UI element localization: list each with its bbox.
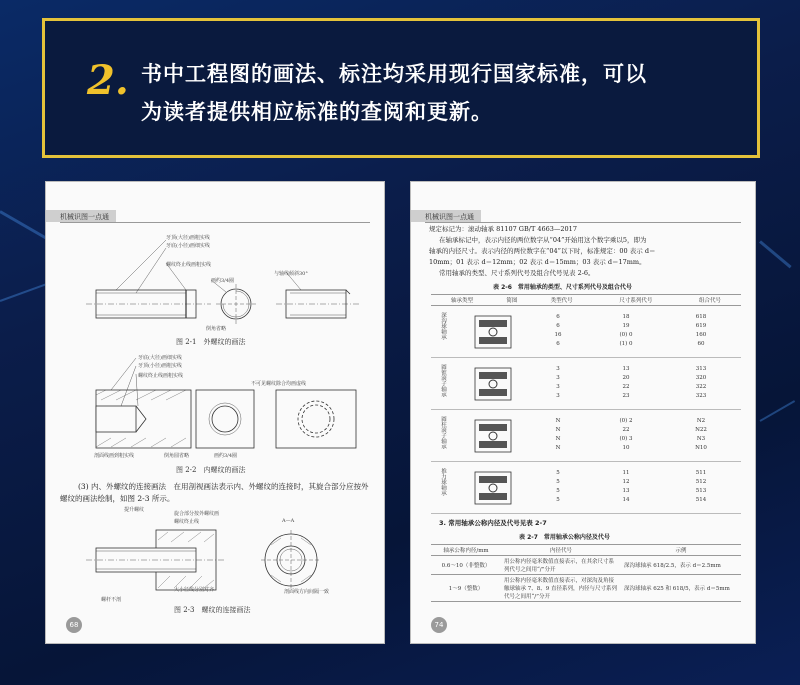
bearing-paragraph	[429, 224, 745, 279]
table-cell: N	[555, 418, 561, 424]
table-cell: 618	[695, 314, 707, 320]
table-cell: 12	[622, 479, 630, 485]
table-cell: 320	[695, 375, 707, 381]
running-head-rule	[425, 222, 741, 223]
table-cell: 6	[556, 323, 560, 329]
running-head: 机械识图一点通	[425, 213, 474, 221]
table-cell: 5	[556, 488, 560, 494]
bearing-type-cell: 推力球轴承	[440, 468, 446, 496]
book-page-left	[45, 181, 385, 644]
table-header: 尺寸系列代号	[593, 295, 679, 306]
fig1-label: 画约3/4圈	[211, 278, 235, 284]
connection-paragraph: (3) 内、外螺纹的连接画法 在用剖视画法表示内、外螺纹的连接时，其旋合部分应按外螺纹的画法绘制，如图 2-3 所示。	[60, 482, 369, 503]
table-cell: 5	[556, 470, 560, 476]
table-cell: (0) 0	[619, 332, 633, 338]
para-line: 常用轴承的类型、尺寸系列代号及组合代号见表 2-6。	[439, 269, 595, 277]
table-header-row	[431, 295, 741, 306]
figure-caption: 图 2-3 螺纹的连接画法	[174, 606, 251, 614]
bg-streak	[759, 240, 792, 268]
bg-streak	[760, 400, 796, 422]
table-cell: 0.6～10（非整数）	[431, 556, 501, 575]
headline-line-1: 书中工程图的画法、标注均采用现行国家标准，可以	[141, 62, 647, 86]
bearing-type-cell: 圆锥滚子轴承	[440, 364, 446, 397]
bearing-row-group	[431, 358, 741, 410]
table-cell: 14	[622, 497, 630, 503]
bearing-type-cell: 圆柱滚子轴承	[440, 416, 446, 449]
fig3-label: 大小径线分别对齐	[174, 587, 215, 593]
table-cell: N	[555, 427, 561, 433]
bg-streak	[0, 283, 47, 302]
table-header: 轴承类型	[431, 295, 493, 306]
table-cell: (1) 0	[619, 341, 633, 347]
fig3-label: 旋合部分按外螺纹画	[174, 511, 220, 517]
table-header: 内径代号	[501, 545, 621, 556]
inner-diameter-table	[431, 544, 741, 602]
fig2-label: 剖面线画到粗实线	[94, 453, 135, 459]
table-cell: 3	[556, 393, 560, 399]
table-header: 类型代号	[531, 295, 593, 306]
running-head-rule	[60, 222, 370, 223]
page-number: 74	[431, 617, 447, 633]
table-cell: N3	[696, 436, 706, 442]
figure-caption: 图 2-2 内螺纹的画法	[176, 466, 246, 474]
page-number: 68	[66, 617, 82, 633]
table-cell: 5	[556, 497, 560, 503]
external-thread-drawing	[76, 230, 366, 340]
para-line: 在轴承标记中，表示内径的两位数字从“04”开始用这个数字乘以5，即为	[439, 236, 647, 244]
fig1-label: 牙底(小径)画细实线	[166, 243, 210, 249]
bearing-type-table	[431, 294, 741, 306]
table-cell: 60	[697, 341, 705, 347]
table-cell: 13	[622, 366, 630, 372]
table-cell: 3	[556, 366, 560, 372]
headline-line-2: 为读者提供相应标准的查阅和更新。	[141, 100, 493, 124]
table-row	[431, 575, 741, 602]
table-cell: 1～9（整数）	[431, 575, 501, 602]
table-cell: N	[555, 436, 561, 442]
fig3-label: 提升螺纹	[124, 507, 145, 513]
table-row	[431, 556, 741, 575]
table-header: 示例	[621, 545, 741, 556]
bearing-sketch	[471, 416, 515, 456]
fig1-label: 与轴线倾斜30°	[274, 271, 308, 277]
bearing-row-group	[431, 410, 741, 462]
table-cell: 用公称内径毫米数值直接表示，在其余尺寸系列代号之间用“/”分开	[501, 556, 621, 575]
headline-text	[141, 55, 751, 131]
table-cell: 511	[695, 470, 707, 476]
table-cell: 514	[695, 497, 707, 503]
fig2-label: 画约3/4圈	[214, 453, 238, 459]
bearing-row-group	[431, 462, 741, 514]
table-cell: 16	[554, 332, 562, 338]
internal-thread-drawing	[76, 350, 366, 460]
para-line: 10mm；01 表示 d＝12mm；02 表示 d＝15mm；03 表示 d＝17mm。	[429, 258, 646, 266]
fig1-label: 倒角省略	[206, 326, 227, 332]
table-caption: 表 2-6 常用轴承的类型、尺寸系列代号及组合代号	[493, 284, 632, 291]
fig3-label: 螺杆不剖	[101, 597, 122, 603]
table-cell: 619	[695, 323, 707, 329]
table-cell: N2	[696, 418, 706, 424]
table-cell: 18	[622, 314, 630, 320]
table-cell: 512	[695, 479, 707, 485]
table-cell: (0) 3	[619, 436, 633, 442]
table-header: 组合代号	[679, 295, 741, 306]
table-cell: 10	[622, 445, 630, 451]
table-cell: 313	[695, 366, 707, 372]
fig3-label: 剖面线方向间隔一致	[284, 589, 330, 595]
fig2-label: 牙顶(小径)画粗实线	[138, 363, 182, 369]
figure-caption: 图 2-1 外螺纹的画法	[176, 338, 246, 346]
table-cell: 深沟球轴承 625 和 618/5，表示 d＝5mm	[621, 575, 741, 602]
table-cell: N10	[695, 445, 707, 451]
table-cell: 160	[695, 332, 707, 338]
table-cell: 13	[622, 488, 630, 494]
table-cell: 323	[695, 393, 707, 399]
table-cell: 322	[695, 384, 707, 390]
table-cell: N	[555, 445, 561, 451]
section-heading: 3. 常用轴承公称内径及代号见表 2-7	[439, 519, 547, 527]
table-cell: 513	[695, 488, 707, 494]
table-cell: 6	[556, 314, 560, 320]
headline-banner	[42, 18, 760, 158]
table-cell: 深沟球轴承 618/2.5，表示 d＝2.5mm	[621, 556, 741, 575]
bearing-sketch	[471, 364, 515, 404]
fig2-label: 倒角圆省略	[164, 453, 190, 459]
point-number: 2.	[87, 57, 129, 104]
table-cell: (0) 2	[619, 418, 633, 424]
table-cell: 6	[556, 341, 560, 347]
fig2-label: 螺纹终止线画粗实线	[138, 373, 184, 379]
table-cell: N22	[695, 427, 707, 433]
fig2-label: 牙底(大径)画细实线	[138, 355, 182, 361]
bearing-sketch	[471, 468, 515, 508]
table-cell: 22	[622, 384, 630, 390]
fig3-label: A—A	[282, 518, 295, 524]
para-line: 规定标记为：滚动轴承 81107 GB/T 4663—2017	[429, 225, 577, 233]
table-header: 轴承公称内径/mm	[431, 545, 501, 556]
table-header-row	[431, 545, 741, 556]
bearing-row-group	[431, 306, 741, 358]
table-cell: 23	[622, 393, 630, 399]
table-cell: 19	[622, 323, 630, 329]
para-line: 轴承的内径尺寸。表示内径的两位数字在“04”以下时，标准规定：00 表示 d＝	[429, 247, 656, 255]
table-cell: 20	[622, 375, 630, 381]
table-header: 简图	[493, 295, 531, 306]
table-cell: 22	[622, 427, 630, 433]
bearing-sketch	[471, 312, 515, 352]
table-cell: 5	[556, 479, 560, 485]
bearing-type-cell: 深沟球轴承	[440, 312, 446, 340]
book-page-right	[410, 181, 756, 644]
table-cell: 11	[622, 470, 630, 476]
fig2-label: 不可见螺纹除合均画虚线	[251, 381, 307, 387]
fig3-label: 螺纹终止线	[174, 519, 200, 525]
table-caption: 表 2-7 常用轴承公称内径及代号	[519, 534, 610, 541]
running-head: 机械识图一点通	[60, 213, 109, 221]
fig1-label: 牙顶(大径)画粗实线	[166, 235, 210, 241]
table-cell: 用公称内径毫米数值直接表示，对深沟及角接触球轴承 7、8、9 直径系列，内径与尺寸系列代号之间用“/”分开	[501, 575, 621, 602]
fig1-label: 螺纹终止线画粗实线	[166, 262, 212, 268]
table-cell: 3	[556, 384, 560, 390]
table-cell: 3	[556, 375, 560, 381]
